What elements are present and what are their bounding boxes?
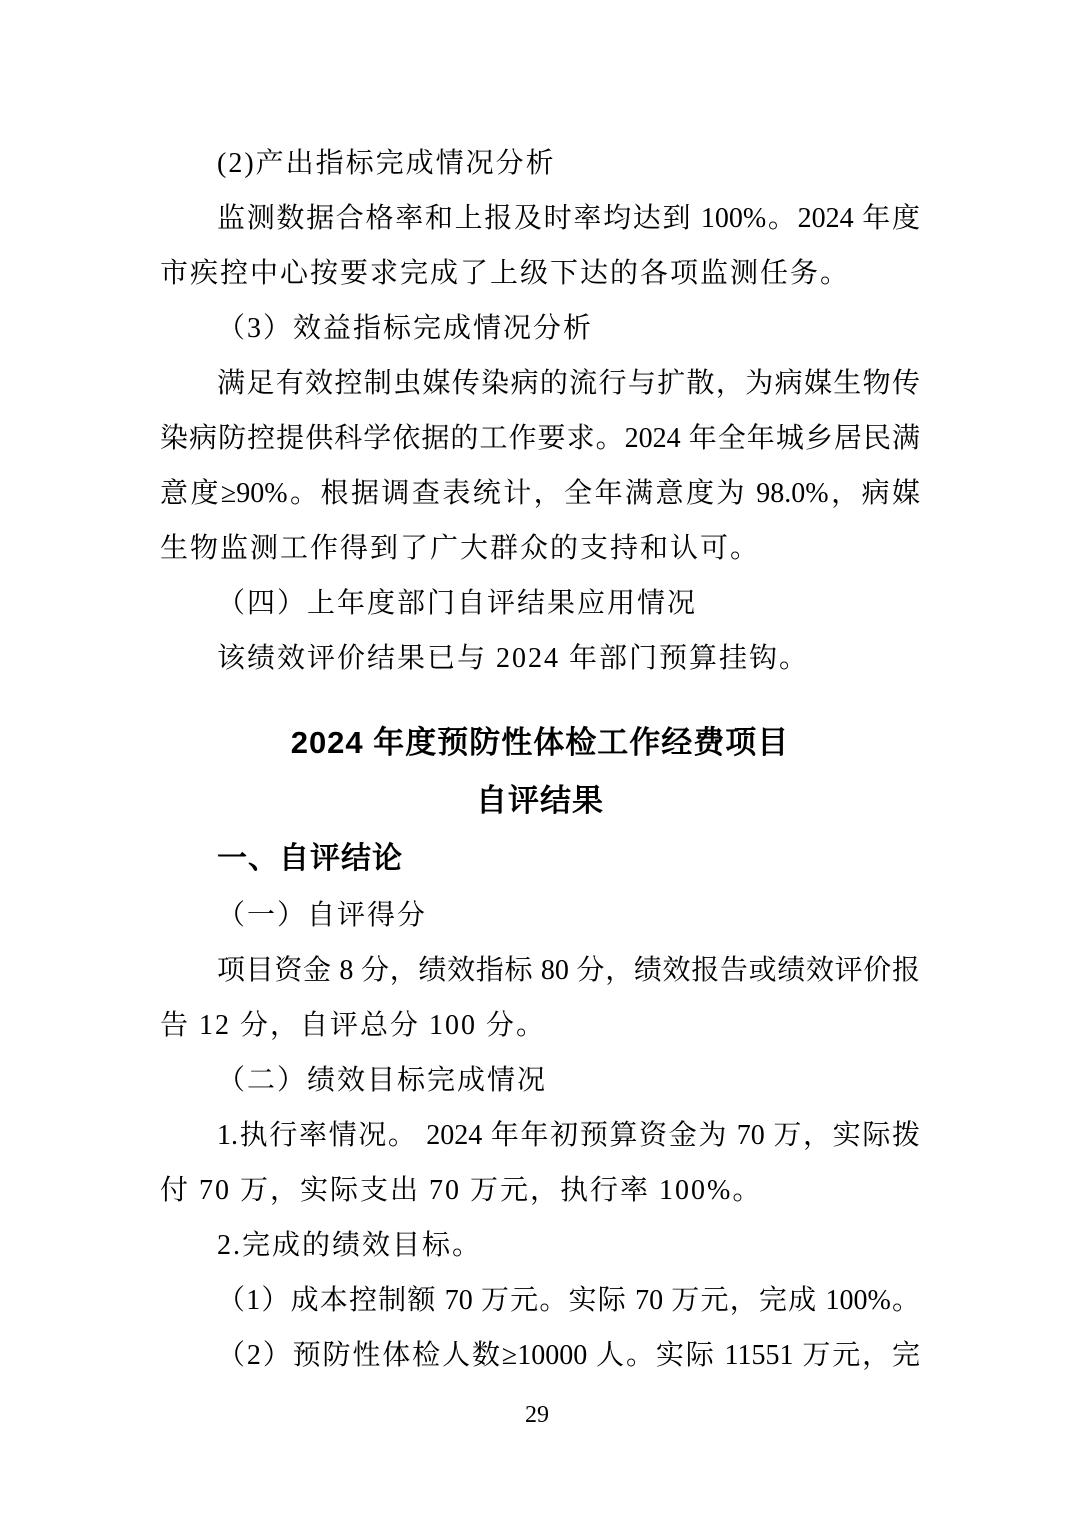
body-text-line: 付 70 万，实际支出 70 万元，执行率 100%。	[160, 1175, 763, 1206]
document-body	[160, 136, 920, 1383]
section-heading: 一、自评结论	[217, 842, 403, 875]
body-text-line: 1.执行率情况。 2024 年年初预算资金为 70 万，实际拨	[217, 1120, 920, 1151]
body-text-line: （3）效益指标完成情况分析	[217, 313, 594, 344]
body-text-line: 生物监测工作得到了广大群众的支持和认可。	[160, 533, 761, 564]
page-number: 29	[525, 1402, 549, 1428]
body-text-line: 市疾控中心按要求完成了上级下达的各项监测任务。	[160, 258, 851, 289]
body-text-line: （一）自评得分	[217, 900, 428, 931]
body-text-line: （二）绩效目标完成情况	[217, 1065, 548, 1096]
body-text-line: 染病防控提供科学依据的工作要求。2024 年全年城乡居民满	[160, 423, 920, 454]
body-text-line: （2）预防性体检人数≥10000 人。实际 11551 万元，完	[217, 1340, 920, 1371]
body-text-line: 告 12 分，自评总分 100 分。	[160, 1010, 547, 1041]
body-text-line: 2.完成的绩效目标。	[217, 1230, 483, 1261]
body-text-line: 监测数据合格率和上报及时率均达到 100%。2024 年度	[217, 203, 920, 234]
document-title-line: 2024 年度预防性体检工作经费项目	[290, 725, 790, 760]
body-text-line: 满足有效控制虫媒传染病的流行与扩散，为病媒生物传	[217, 368, 920, 399]
body-text-line: 该绩效评价结果已与 2024 年部门预算挂钩。	[217, 643, 810, 674]
body-text-line: （四）上年度部门自评结果应用情况	[217, 588, 698, 619]
body-text-line: 项目资金 8 分，绩效指标 80 分，绩效报告或绩效评价报	[217, 955, 920, 986]
document-title-line: 自评结果	[476, 783, 604, 818]
body-text-line: （1）成本控制额 70 万元。实际 70 万元，完成 100%。	[217, 1285, 920, 1316]
body-text-line: 意度≥90%。根据调查表统计，全年满意度为 98.0%，病媒	[160, 478, 920, 509]
body-text-line: (2)产出指标完成情况分析	[217, 148, 556, 179]
